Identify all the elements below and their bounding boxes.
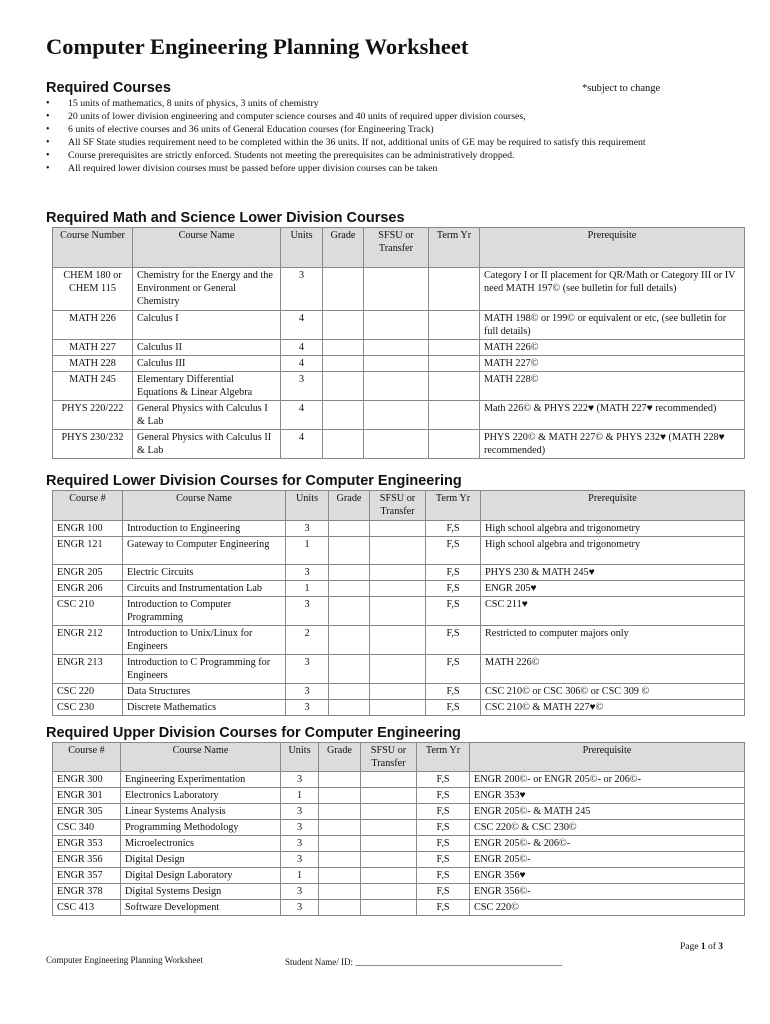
list-item: • All required lower division courses must be passed before upper division courses can be taken <box>46 162 726 175</box>
lower-division-table <box>52 490 745 716</box>
table-row <box>53 868 745 884</box>
course-units: 3 <box>286 521 329 537</box>
course-units: 3 <box>281 372 323 401</box>
course-prereq: ENGR 356©- <box>470 884 745 900</box>
course-num: ENGR 121 <box>53 537 123 565</box>
table-row <box>53 340 745 356</box>
course-num: CSC 230 <box>53 700 123 716</box>
course-term <box>429 430 480 459</box>
course-units: 3 <box>286 700 329 716</box>
grade-cell[interactable] <box>319 852 361 868</box>
column-header: Grade <box>323 228 364 268</box>
column-header: Term Yr <box>429 228 480 268</box>
table-row <box>53 537 745 565</box>
course-units: 3 <box>286 597 329 626</box>
table-row <box>53 788 745 804</box>
table-row <box>53 900 745 916</box>
course-name: Chemistry for the Energy and the Environment or General Chemistry <box>133 268 281 311</box>
column-header: SFSU or Transfer <box>370 491 426 521</box>
grade-cell[interactable] <box>329 597 370 626</box>
grade-cell[interactable] <box>329 565 370 581</box>
course-num: ENGR 212 <box>53 626 123 655</box>
sfsu-transfer-cell[interactable] <box>361 852 417 868</box>
table-row <box>53 684 745 700</box>
upper-division-table <box>52 742 745 916</box>
course-units: 1 <box>281 788 319 804</box>
list-item: • All SF State studies requirement need to be completed within the 36 units. If not, additional units of GE may be required to satisfy this requirement <box>46 136 726 149</box>
grade-cell[interactable] <box>319 884 361 900</box>
list-item: • Course prerequisites are strictly enforced. Students not meeting the prerequisites can be administratively dropped. <box>46 149 726 162</box>
course-name: Calculus III <box>133 356 281 372</box>
course-term <box>429 340 480 356</box>
course-name: Calculus I <box>133 311 281 340</box>
column-header: Prerequisite <box>481 491 745 521</box>
subject-to-change-note: *subject to change <box>582 83 661 94</box>
course-num: ENGR 301 <box>53 788 121 804</box>
course-num: CSC 220 <box>53 684 123 700</box>
student-name-id-field: Student Name/ ID: ______________________________________________ <box>285 957 563 967</box>
course-num: ENGR 353 <box>53 836 121 852</box>
course-term: F,S <box>426 700 481 716</box>
course-prereq: CSC 210© & MATH 227♥© <box>481 700 745 716</box>
math-science-heading: Required Math and Science Lower Division Courses <box>46 210 405 226</box>
course-prereq: ENGR 200©- or ENGR 205©- or 206©- <box>470 772 745 788</box>
grade-cell[interactable] <box>323 268 364 311</box>
course-name: Programming Methodology <box>121 820 281 836</box>
course-num: MATH 228 <box>53 356 133 372</box>
course-term: F,S <box>426 521 481 537</box>
sfsu-transfer-cell[interactable] <box>370 581 426 597</box>
course-term: F,S <box>417 836 470 852</box>
sfsu-transfer-cell[interactable] <box>361 868 417 884</box>
course-num: ENGR 356 <box>53 852 121 868</box>
course-name: Linear Systems Analysis <box>121 804 281 820</box>
column-header: Units <box>281 228 323 268</box>
sfsu-transfer-cell[interactable] <box>370 565 426 581</box>
course-term: F,S <box>426 565 481 581</box>
course-prereq: ENGR 205©- & 206©- <box>470 836 745 852</box>
course-term: F,S <box>417 900 470 916</box>
sfsu-transfer-cell[interactable] <box>361 788 417 804</box>
table-row <box>53 852 745 868</box>
course-name: Digital Systems Design <box>121 884 281 900</box>
course-name: Digital Design Laboratory <box>121 868 281 884</box>
course-prereq: ENGR 353♥ <box>470 788 745 804</box>
course-prereq: ENGR 205©- & MATH 245 <box>470 804 745 820</box>
course-name: Digital Design <box>121 852 281 868</box>
table-row <box>53 836 745 852</box>
course-units: 3 <box>281 820 319 836</box>
course-name: Introduction to C Programming for Engineers <box>123 655 286 684</box>
column-header: Course # <box>53 743 121 772</box>
sfsu-transfer-cell[interactable] <box>364 311 429 340</box>
course-units: 4 <box>281 340 323 356</box>
course-num: ENGR 357 <box>53 868 121 884</box>
sfsu-transfer-cell[interactable] <box>364 401 429 430</box>
grade-cell[interactable] <box>323 356 364 372</box>
table-row <box>53 356 745 372</box>
table-row <box>53 626 745 655</box>
course-units: 3 <box>286 565 329 581</box>
course-name: Introduction to Unix/Linux for Engineers <box>123 626 286 655</box>
sfsu-transfer-cell[interactable] <box>361 772 417 788</box>
course-units: 1 <box>286 581 329 597</box>
column-header: Prerequisite <box>470 743 745 772</box>
sfsu-transfer-cell[interactable] <box>370 626 426 655</box>
grade-cell[interactable] <box>323 401 364 430</box>
course-name: Introduction to Computer Programming <box>123 597 286 626</box>
table-header-row <box>53 491 745 521</box>
list-item: • 20 units of lower division engineering and computer science courses and 40 units of required upper division courses, <box>46 110 726 123</box>
grade-cell[interactable] <box>329 521 370 537</box>
grade-cell[interactable] <box>319 836 361 852</box>
course-num: ENGR 100 <box>53 521 123 537</box>
course-num: CSC 210 <box>53 597 123 626</box>
course-name: Gateway to Computer Engineering <box>123 537 286 565</box>
table-header-row <box>53 228 745 268</box>
table-row <box>53 401 745 430</box>
math-science-table <box>52 227 745 459</box>
course-term: F,S <box>417 804 470 820</box>
table-row <box>53 820 745 836</box>
table-row <box>53 565 745 581</box>
sfsu-transfer-cell[interactable] <box>364 372 429 401</box>
table-row <box>53 311 745 340</box>
course-name: Data Structures <box>123 684 286 700</box>
sfsu-transfer-cell[interactable] <box>370 655 426 684</box>
course-units: 3 <box>281 852 319 868</box>
required-courses-heading: Required Courses <box>46 80 171 96</box>
course-prereq: High school algebra and trigonometry <box>481 521 745 537</box>
course-units: 4 <box>281 311 323 340</box>
course-name: Elementary Differential Equations & Linear Algebra <box>133 372 281 401</box>
column-header: Grade <box>319 743 361 772</box>
course-term <box>429 311 480 340</box>
course-name: Discrete Mathematics <box>123 700 286 716</box>
course-units: 3 <box>281 884 319 900</box>
course-units: 3 <box>281 836 319 852</box>
course-num: MATH 226 <box>53 311 133 340</box>
course-name: General Physics with Calculus I & Lab <box>133 401 281 430</box>
course-prereq: ENGR 205♥ <box>481 581 745 597</box>
course-prereq: CSC 220© <box>470 900 745 916</box>
course-term: F,S <box>417 868 470 884</box>
course-prereq: CSC 211♥ <box>481 597 745 626</box>
sfsu-transfer-cell[interactable] <box>370 700 426 716</box>
requirements-list <box>46 97 726 175</box>
page-number: Page 1 of 3 <box>680 942 724 952</box>
table-row <box>53 655 745 684</box>
course-term: F,S <box>417 772 470 788</box>
upper-division-heading: Required Upper Division Courses for Computer Engineering <box>46 725 461 741</box>
course-units: 4 <box>281 430 323 459</box>
sfsu-transfer-cell[interactable] <box>364 268 429 311</box>
grade-cell[interactable] <box>323 340 364 356</box>
course-num: PHYS 230/232 <box>53 430 133 459</box>
course-prereq: Restricted to computer majors only <box>481 626 745 655</box>
footer-title: Computer Engineering Planning Worksheet <box>46 955 203 965</box>
course-num: ENGR 206 <box>53 581 123 597</box>
course-term: F,S <box>417 884 470 900</box>
column-header: Course Name <box>123 491 286 521</box>
sfsu-transfer-cell[interactable] <box>361 900 417 916</box>
course-units: 3 <box>286 684 329 700</box>
course-units: 3 <box>286 655 329 684</box>
column-header: Units <box>286 491 329 521</box>
course-name: Circuits and Instrumentation Lab <box>123 581 286 597</box>
sfsu-transfer-cell[interactable] <box>361 836 417 852</box>
column-header: Course Number <box>53 228 133 268</box>
course-num: ENGR 305 <box>53 804 121 820</box>
column-header: Units <box>281 743 319 772</box>
course-units: 3 <box>281 900 319 916</box>
course-units: 4 <box>281 401 323 430</box>
course-prereq: Math 226© & PHYS 222♥ (MATH 227♥ recommended) <box>480 401 745 430</box>
course-term <box>429 268 480 311</box>
course-name: Electric Circuits <box>123 565 286 581</box>
course-term: F,S <box>417 820 470 836</box>
table-row <box>53 804 745 820</box>
course-prereq: Category I or II placement for QR/Math or Category III or IV need MATH 197© (see bulletin for full details) <box>480 268 745 311</box>
grade-cell[interactable] <box>319 804 361 820</box>
course-prereq: CSC 210© or CSC 306© or CSC 309 © <box>481 684 745 700</box>
course-num: MATH 227 <box>53 340 133 356</box>
course-units: 3 <box>281 804 319 820</box>
sfsu-transfer-cell[interactable] <box>370 684 426 700</box>
course-term <box>429 401 480 430</box>
course-name: Engineering Experimentation <box>121 772 281 788</box>
table-row <box>53 430 745 459</box>
course-prereq: MATH 227© <box>480 356 745 372</box>
course-name: Software Development <box>121 900 281 916</box>
course-units: 3 <box>281 772 319 788</box>
grade-cell[interactable] <box>319 788 361 804</box>
course-term: F,S <box>426 581 481 597</box>
sfsu-transfer-cell[interactable] <box>361 804 417 820</box>
course-term: F,S <box>417 852 470 868</box>
grade-cell[interactable] <box>323 311 364 340</box>
course-num: ENGR 205 <box>53 565 123 581</box>
course-term: F,S <box>417 788 470 804</box>
column-header: Prerequisite <box>480 228 745 268</box>
grade-cell[interactable] <box>323 372 364 401</box>
course-num: CSC 413 <box>53 900 121 916</box>
course-num: MATH 245 <box>53 372 133 401</box>
column-header: SFSU or Transfer <box>361 743 417 772</box>
course-term: F,S <box>426 626 481 655</box>
course-prereq: MATH 198© or 199© or equivalent or etc, (see bulletin for full details) <box>480 311 745 340</box>
course-num: CSC 340 <box>53 820 121 836</box>
grade-cell[interactable] <box>323 430 364 459</box>
table-row <box>53 581 745 597</box>
sfsu-transfer-cell[interactable] <box>370 537 426 565</box>
course-prereq: ENGR 356♥ <box>470 868 745 884</box>
course-num: ENGR 300 <box>53 772 121 788</box>
grade-cell[interactable] <box>329 581 370 597</box>
column-header: Term Yr <box>417 743 470 772</box>
grade-cell[interactable] <box>329 700 370 716</box>
table-row <box>53 772 745 788</box>
column-header: Course # <box>53 491 123 521</box>
course-num: ENGR 213 <box>53 655 123 684</box>
course-units: 4 <box>281 356 323 372</box>
column-header: Course Name <box>121 743 281 772</box>
page-title: Computer Engineering Planning Worksheet <box>46 34 469 59</box>
course-num: PHYS 220/222 <box>53 401 133 430</box>
table-row <box>53 884 745 900</box>
grade-cell[interactable] <box>329 684 370 700</box>
course-units: 1 <box>281 868 319 884</box>
course-prereq: CSC 220© & CSC 230© <box>470 820 745 836</box>
course-prereq: MATH 228© <box>480 372 745 401</box>
grade-cell[interactable] <box>329 626 370 655</box>
table-row <box>53 521 745 537</box>
grade-cell[interactable] <box>319 820 361 836</box>
course-term: F,S <box>426 655 481 684</box>
course-term <box>429 372 480 401</box>
course-num: ENGR 378 <box>53 884 121 900</box>
course-prereq: High school algebra and trigonometry <box>481 537 745 565</box>
course-prereq: PHYS 220© & MATH 227© & PHYS 232♥ (MATH 228♥ recommended) <box>480 430 745 459</box>
course-num: CHEM 180 or CHEM 115 <box>53 268 133 311</box>
course-term: F,S <box>426 537 481 565</box>
column-header: Course Name <box>133 228 281 268</box>
course-term: F,S <box>426 597 481 626</box>
course-prereq: MATH 226© <box>481 655 745 684</box>
table-row <box>53 597 745 626</box>
column-header: Term Yr <box>426 491 481 521</box>
sfsu-transfer-cell[interactable] <box>361 820 417 836</box>
course-prereq: MATH 226© <box>480 340 745 356</box>
course-name: Introduction to Engineering <box>123 521 286 537</box>
sfsu-transfer-cell[interactable] <box>361 884 417 900</box>
grade-cell[interactable] <box>319 900 361 916</box>
column-header: Grade <box>329 491 370 521</box>
course-units: 3 <box>281 268 323 311</box>
sfsu-transfer-cell[interactable] <box>364 356 429 372</box>
course-name: General Physics with Calculus II & Lab <box>133 430 281 459</box>
table-header-row <box>53 743 745 772</box>
course-prereq: ENGR 205©- <box>470 852 745 868</box>
table-row <box>53 372 745 401</box>
grade-cell[interactable] <box>329 655 370 684</box>
column-header: SFSU or Transfer <box>364 228 429 268</box>
course-name: Microelectronics <box>121 836 281 852</box>
sfsu-transfer-cell[interactable] <box>364 430 429 459</box>
table-row <box>53 700 745 716</box>
course-term: F,S <box>426 684 481 700</box>
list-item: • 6 units of elective courses and 36 units of General Education courses (for Engineering Track) <box>46 123 726 136</box>
grade-cell[interactable] <box>329 537 370 565</box>
list-item: • 15 units of mathematics, 8 units of physics, 3 units of chemistry <box>46 97 726 110</box>
sfsu-transfer-cell[interactable] <box>370 597 426 626</box>
course-units: 1 <box>286 537 329 565</box>
lower-division-heading: Required Lower Division Courses for Computer Engineering <box>46 473 462 489</box>
course-name: Calculus II <box>133 340 281 356</box>
grade-cell[interactable] <box>319 868 361 884</box>
course-units: 2 <box>286 626 329 655</box>
course-prereq: PHYS 230 & MATH 245♥ <box>481 565 745 581</box>
course-term <box>429 356 480 372</box>
sfsu-transfer-cell[interactable] <box>370 521 426 537</box>
sfsu-transfer-cell[interactable] <box>364 340 429 356</box>
grade-cell[interactable] <box>319 772 361 788</box>
table-row <box>53 268 745 311</box>
course-name: Electronics Laboratory <box>121 788 281 804</box>
